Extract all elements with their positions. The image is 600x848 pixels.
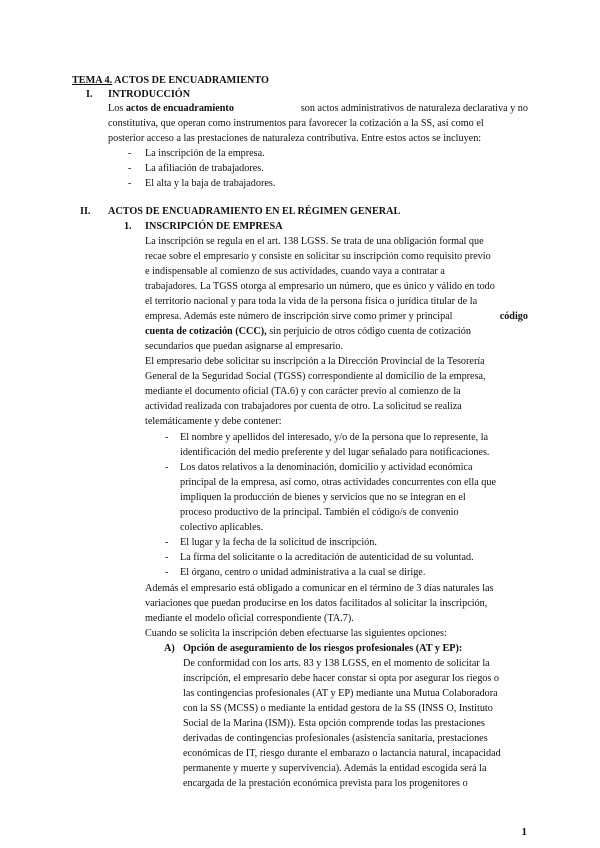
bullet-dash: - <box>128 163 132 174</box>
section-1-number: I. <box>86 89 93 100</box>
bold-term: código <box>499 311 528 322</box>
p-line: Cuando se solicita la inscripción deben efectuarse las siguientes opciones: <box>145 628 447 639</box>
p-line: e indispensable al comienzo de sus actividades, cuando vaya a contratar a <box>145 266 445 277</box>
p-line: mediante el documento oficial (TA.6) y con carácter previo al comienzo de la <box>145 386 461 397</box>
s1-p1-line-2: constitutiva, que operan como instrumentos para favorecer la cotización a la SS, así como el <box>108 118 484 129</box>
bullet-dash: - <box>165 552 169 563</box>
section-2-number: II. <box>80 206 91 217</box>
p-line: El empresario debe solicitar su inscripción a la Dirección Provincial de la Tesorería <box>145 356 485 367</box>
option-a-label: A) <box>164 643 175 654</box>
s1-p1-line-3: posterior acceso a las prestaciones de naturaleza contributiva. Entre estos actos se incluyen: <box>108 133 482 144</box>
list-item: La inscripción de la empresa. <box>145 148 265 159</box>
bold-term: cuenta de cotización (CCC), <box>145 326 267 337</box>
p-line: telemáticamente y debe contener: <box>145 416 282 427</box>
option-a-line: inscripción, el empresario debe hacer constar si opta por asegurar los riegos o <box>183 673 499 684</box>
list-line: La firma del solicitante o la acreditación de autenticidad de su voluntad. <box>180 552 474 563</box>
option-a-title: Opción de aseguramiento de los riesgos profesionales (AT y EP): <box>183 643 463 654</box>
option-a-line: Social de la Marina (ISM)). Esta opción comprende todas las prestaciones <box>183 718 485 729</box>
list-line: colectivo aplicables. <box>180 522 264 533</box>
option-a-line: las contingencias profesionales (AT y EP) mediante una Mutua Colaboradora <box>183 688 498 699</box>
section-2-title: ACTOS DE ENCUADRAMIENTO EN EL RÉGIMEN GENERAL <box>108 206 401 217</box>
s1-bold-term: actos de encuadramiento <box>125 103 234 114</box>
tema-title <box>72 73 269 88</box>
p-line: mediante el modelo oficial correspondiente (TA.7). <box>145 613 354 624</box>
list-line: identificación del medio preferente y del lugar señalado para notificaciones. <box>180 447 490 458</box>
p-line: secundarios que puedan asignarse al empresario. <box>145 341 344 352</box>
p-line: recae sobre el empresario y consiste en solicitar su inscripción como requisito previo <box>145 251 491 262</box>
list-item: El alta y la baja de trabajadores. <box>145 178 276 189</box>
list-line: El órgano, centro o unidad administrativa a la cual se dirige. <box>180 567 426 578</box>
p-line: Además el empresario está obligado a comunicar en el término de 3 días naturales las <box>145 583 494 594</box>
bullet-dash: - <box>165 537 169 548</box>
bullet-dash: - <box>165 567 169 578</box>
bullet-dash: - <box>165 432 169 443</box>
s1-text: son actos administrativos de naturaleza declarativa y no <box>298 103 528 114</box>
option-a-line: derivadas de contingencias profesionales (asistencia sanitaria, prestaciones <box>183 733 488 744</box>
bullet-dash: - <box>128 148 132 159</box>
list-line: principal de la empresa, así como, otras actividades concurrentes con ella que <box>180 477 496 488</box>
text: empresa. Además este número de inscripción sirve como primer y principal <box>145 311 453 322</box>
list-line: El lugar y la fecha de la solicitud de inscripción. <box>180 537 377 548</box>
list-item: La afiliación de trabajadores. <box>145 163 264 174</box>
option-a-line: encargada de la prestación económica prevista para los progenitores o <box>183 778 468 789</box>
p-line <box>145 324 471 339</box>
p-line: trabajadores. La TGSS otorga al empresario un número, que es único y válido en todo <box>145 281 495 292</box>
bullet-dash: - <box>165 462 169 473</box>
subsection-title: INSCRIPCIÓN DE EMPRESA <box>145 221 283 232</box>
option-a-line: De conformidad con los arts. 83 y 138 LGSS, en el momento de solicitar la <box>183 658 490 669</box>
tema-label: TEMA 4. <box>72 75 113 86</box>
s1-text: Los <box>108 103 126 114</box>
text: La inscripción se regula en el art. 138 LGSS. Se trata de una obligación formal que <box>145 236 484 247</box>
option-a-line: económicas de IT, riesgo durante el embarazo o lactancia natural, incapacidad <box>183 748 501 759</box>
text: sin perjuicio de otros código cuenta de cotización <box>266 326 471 337</box>
p-line <box>145 309 528 324</box>
section-1-title: INTRODUCCIÓN <box>108 89 191 100</box>
option-a-line: con la SS (MCSS) o mediante la entidad gestora de la SS (INSS O, Instituto <box>183 703 493 714</box>
list-line: proceso productivo de la principal. También el código/s de convenio <box>180 507 459 518</box>
p-line: General de la Seguridad Social (TGSS) correspondiente al domicilio de la empresa, <box>145 371 486 382</box>
s1-p1-line-1 <box>108 101 528 116</box>
page-number: 1 <box>521 826 527 838</box>
list-line: impliquen la producción de bienes y servicios que no se integran en el <box>180 492 466 503</box>
p-line <box>145 234 528 249</box>
list-line: El nombre y apellidos del interesado, y/o de la persona que lo represente, la <box>180 432 489 443</box>
option-a-line: permanente y muerte y supervivencia). Además la entidad escogida será la <box>183 763 487 774</box>
p-line: el territorio nacional y para toda la vida de la persona física o jurídica titular de la <box>145 296 478 307</box>
bullet-dash: - <box>128 178 132 189</box>
tema-heading: ACTOS DE ENCUADRAMIENTO <box>112 75 269 86</box>
p-line: variaciones que puedan producirse en los datos facilitados al solicitar la inscripción, <box>145 598 488 609</box>
subsection-number: 1. <box>124 221 132 232</box>
list-line: Los datos relativos a la denominación, domicilio y actividad económica <box>180 462 473 473</box>
p-line: actividad realizada con trabajadores por cuenta de otro. La solicitud se realiza <box>145 401 462 412</box>
